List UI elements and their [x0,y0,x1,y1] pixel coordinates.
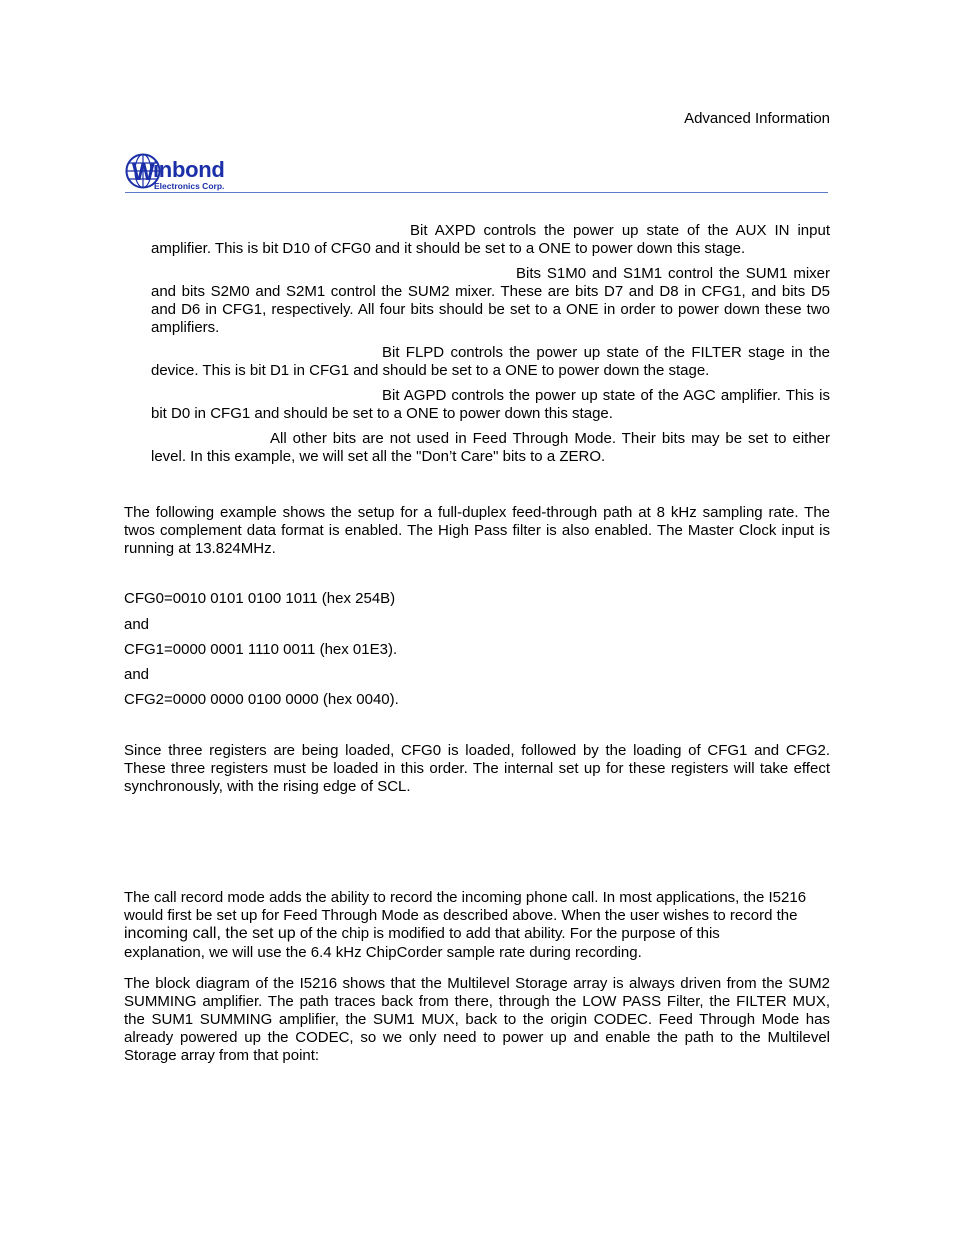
load-order-paragraph: Since three registers are being loaded, CFG0 is loaded, followed by the loading of CFG1 and CFG2. These three registers must be loaded in this order. The internal set up for these registers will take effect synchronously, with the rising edge of SCL. [124,742,830,795]
call-record-line-3-lead: incoming call, the set up [124,925,296,942]
bullet-sum-mixers: Bits S1M0 and S1M1 control the SUM1 mixer and bits S2M0 and S2M1 control the SUM2 mixer. These are bits D7 and D8 in CFG1, and bits D5 and D6 in CFG1, respectively. All four bits should be set to a ONE in order to power down these two amplifiers. [151,265,830,336]
bullet-axpd: Bit AXPD controls the power up state of the AUX IN input amplifier. This is bit D10 of CFG0 and it should be set to a ONE to power down this stage. [151,222,830,257]
call-record-line-4: explanation, we will use the 6.4 kHz ChipCorder sample rate during recording. [124,944,642,961]
header-rule [125,192,828,193]
bullet-flpd: Bit FLPD controls the power up state of the FILTER stage in the device. This is bit D1 in CFG1 and should be set to a ONE to power down the stage. [151,344,830,379]
logo-brand-text: inbond [153,157,225,182]
svg-text:W: W [132,159,155,186]
cfg2-value: CFG2=0000 0000 0100 0000 (hex 0040). [124,691,399,708]
bullet-agpd: Bit AGPD controls the power up state of the AGC amplifier. This is bit D0 in CFG1 and should be set to a ONE to power down this stage. [151,387,830,422]
example-intro: The following example shows the setup for a full-duplex feed-through path at 8 kHz sampling rate. The twos complement data format is enabled. The High Pass filter is also enabled. The Master Clock input is running at 13.824MHz. [124,504,830,557]
and-text-1: and [124,616,150,633]
call-record-line-3-rest: of the chip is modified to add that ability. For the purpose of this [295,925,720,942]
cfg1-value: CFG1=0000 0001 1110 0011 (hex 01E3). [124,641,398,658]
winbond-logo [125,152,255,194]
call-record-line-1: The call record mode adds the ability to record the incoming phone call. In most applications, the I5216 [124,889,807,906]
and-text-2: and [124,666,150,683]
block-diagram-paragraph: The block diagram of the I5216 shows that the Multilevel Storage array is always driven from the SUM2 SUMMING amplifier. The path traces back from there, through the LOW PASS Filter, the FILTER MUX, the SUM1 SUMMING amplifier, the SUM1 MUX, back to the origin CODEC. Feed Through Mode has already powered up the CODEC, so we only need to power up and enable the path to the Multilevel Storage array from that point: [124,975,830,1064]
advanced-information-label: Advanced Information [684,110,830,127]
cfg0-value: CFG0=0010 0101 0100 1011 (hex 254B) [124,590,396,607]
call-record-line-3 [124,925,830,943]
call-record-line-2: would first be set up for Feed Through Mode as described above. When the user wishes to record the [124,907,798,924]
logo-subtitle: Electronics Corp. [154,181,225,191]
bullet-other-bits: All other bits are not used in Feed Through Mode. Their bits may be set to either level. In this example, we will set all the "Don’t Care" bits to a ZERO. [151,430,830,465]
